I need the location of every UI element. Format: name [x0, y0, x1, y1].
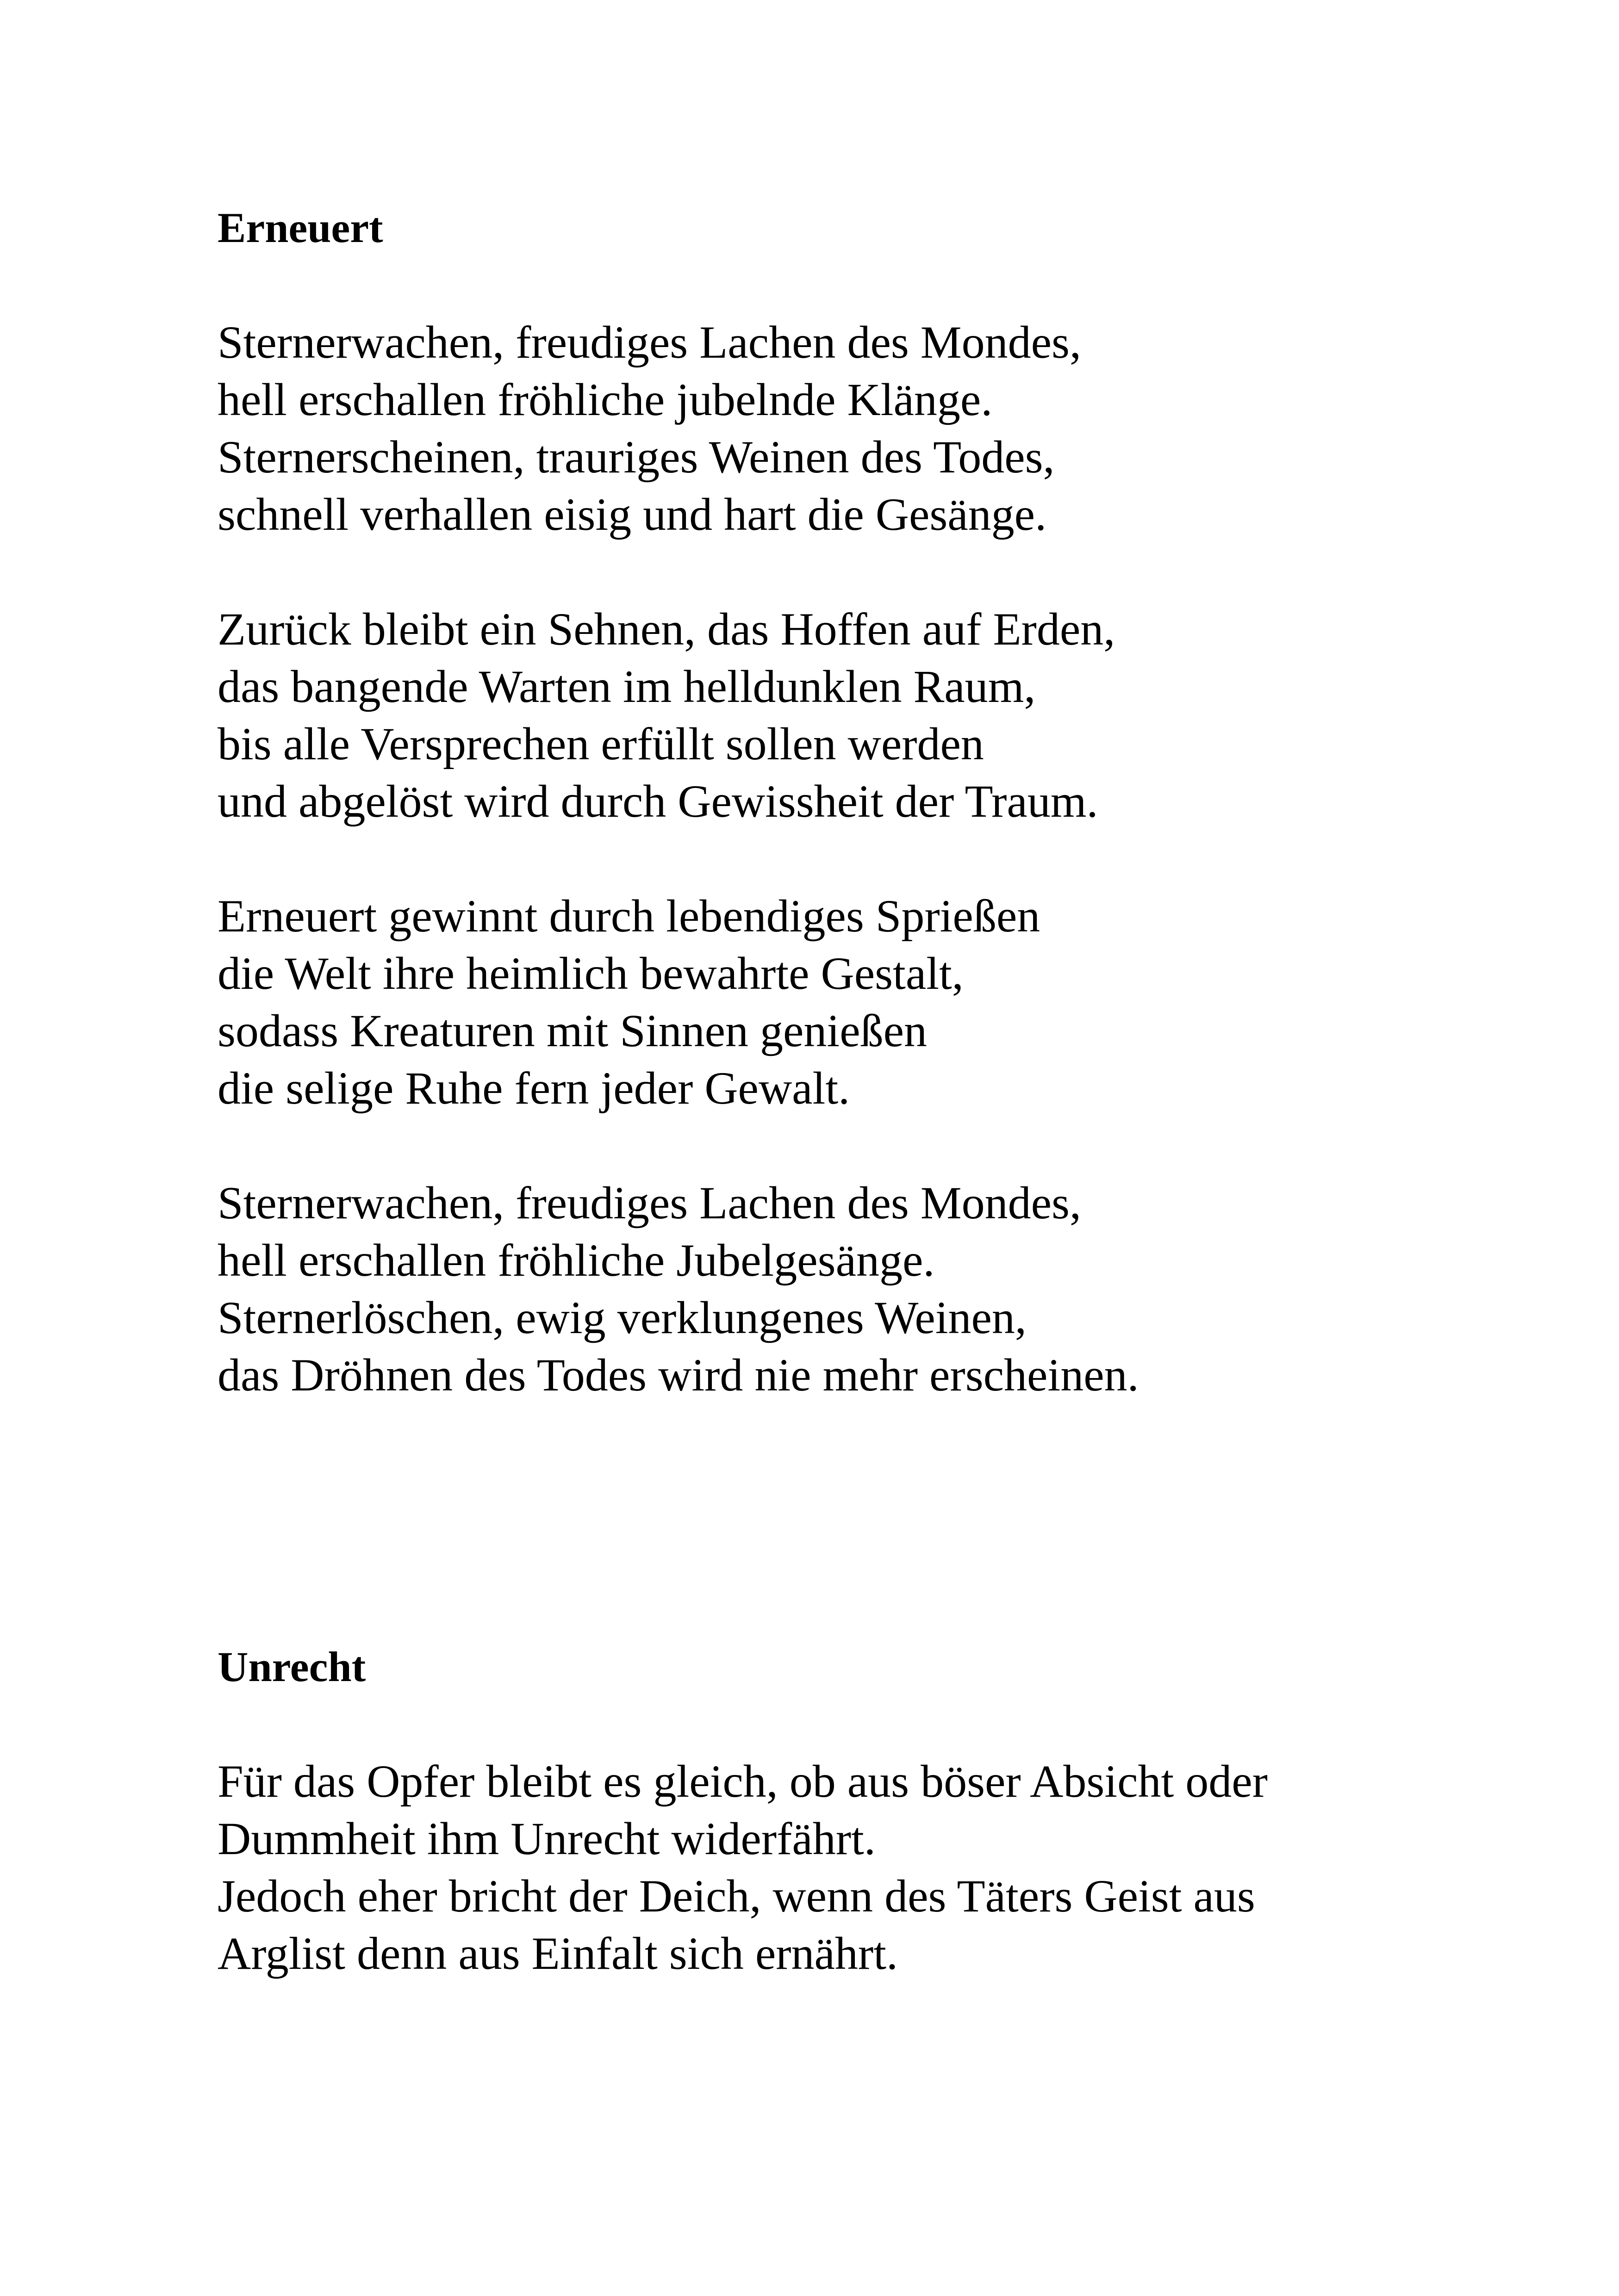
verse-line: die Welt ihre heimlich bewahrte Gestalt,: [218, 948, 964, 999]
verse-line: hell erschallen fröhliche jubelnde Klänge.: [218, 374, 993, 425]
verse-line: Zurück bleibt ein Sehnen, das Hoffen auf Erden,: [218, 603, 1115, 655]
stanza: [218, 601, 1467, 830]
verse-line: Sternerscheinen, trauriges Weinen des Todes,: [218, 431, 1055, 483]
verse-line: die selige Ruhe fern jeder Gewalt.: [218, 1062, 850, 1114]
verse-line: Erneuert gewinnt durch lebendiges Sprießen: [218, 890, 1040, 942]
verse-line: Dummheit ihm Unrecht widerfährt.: [218, 1813, 876, 1864]
verse-line: schnell verhallen eisig und hart die Gesänge.: [218, 489, 1047, 540]
stanza: [218, 1753, 1467, 1982]
poem-unrecht: [218, 1638, 1467, 2040]
verse-line: Sternerwachen, freudiges Lachen des Mondes,: [218, 1177, 1081, 1229]
verse-line: das Dröhnen des Todes wird nie mehr erscheinen.: [218, 1349, 1139, 1401]
poem-erneuert: [218, 199, 1467, 1461]
poem-title: Unrecht: [218, 1643, 366, 1690]
verse-line: und abgelöst wird durch Gewissheit der Traum.: [218, 776, 1098, 827]
stanza: [218, 1174, 1467, 1404]
verse-line: Arglist denn aus Einfalt sich ernährt.: [218, 1928, 898, 1979]
verse-line: Jedoch eher bricht der Deich, wenn des Täters Geist aus: [218, 1870, 1255, 1922]
verse-line: Sternerlöschen, ewig verklungenes Weinen,: [218, 1292, 1027, 1343]
verse-line: sodass Kreaturen mit Sinnen genießen: [218, 1005, 927, 1056]
poem-title: Erneuert: [218, 204, 383, 251]
verse-line: das bangende Warten im helldunklen Raum,: [218, 661, 1036, 712]
verse-line: bis alle Versprechen erfüllt sollen werden: [218, 718, 984, 769]
verse-line: Sternerwachen, freudiges Lachen des Mondes,: [218, 316, 1081, 368]
verse-line: hell erschallen fröhliche Jubelgesänge.: [218, 1235, 935, 1286]
verse-line: Für das Opfer bleibt es gleich, ob aus böser Absicht oder: [218, 1756, 1268, 1807]
stanza: [218, 314, 1467, 543]
stanza: [218, 887, 1467, 1117]
